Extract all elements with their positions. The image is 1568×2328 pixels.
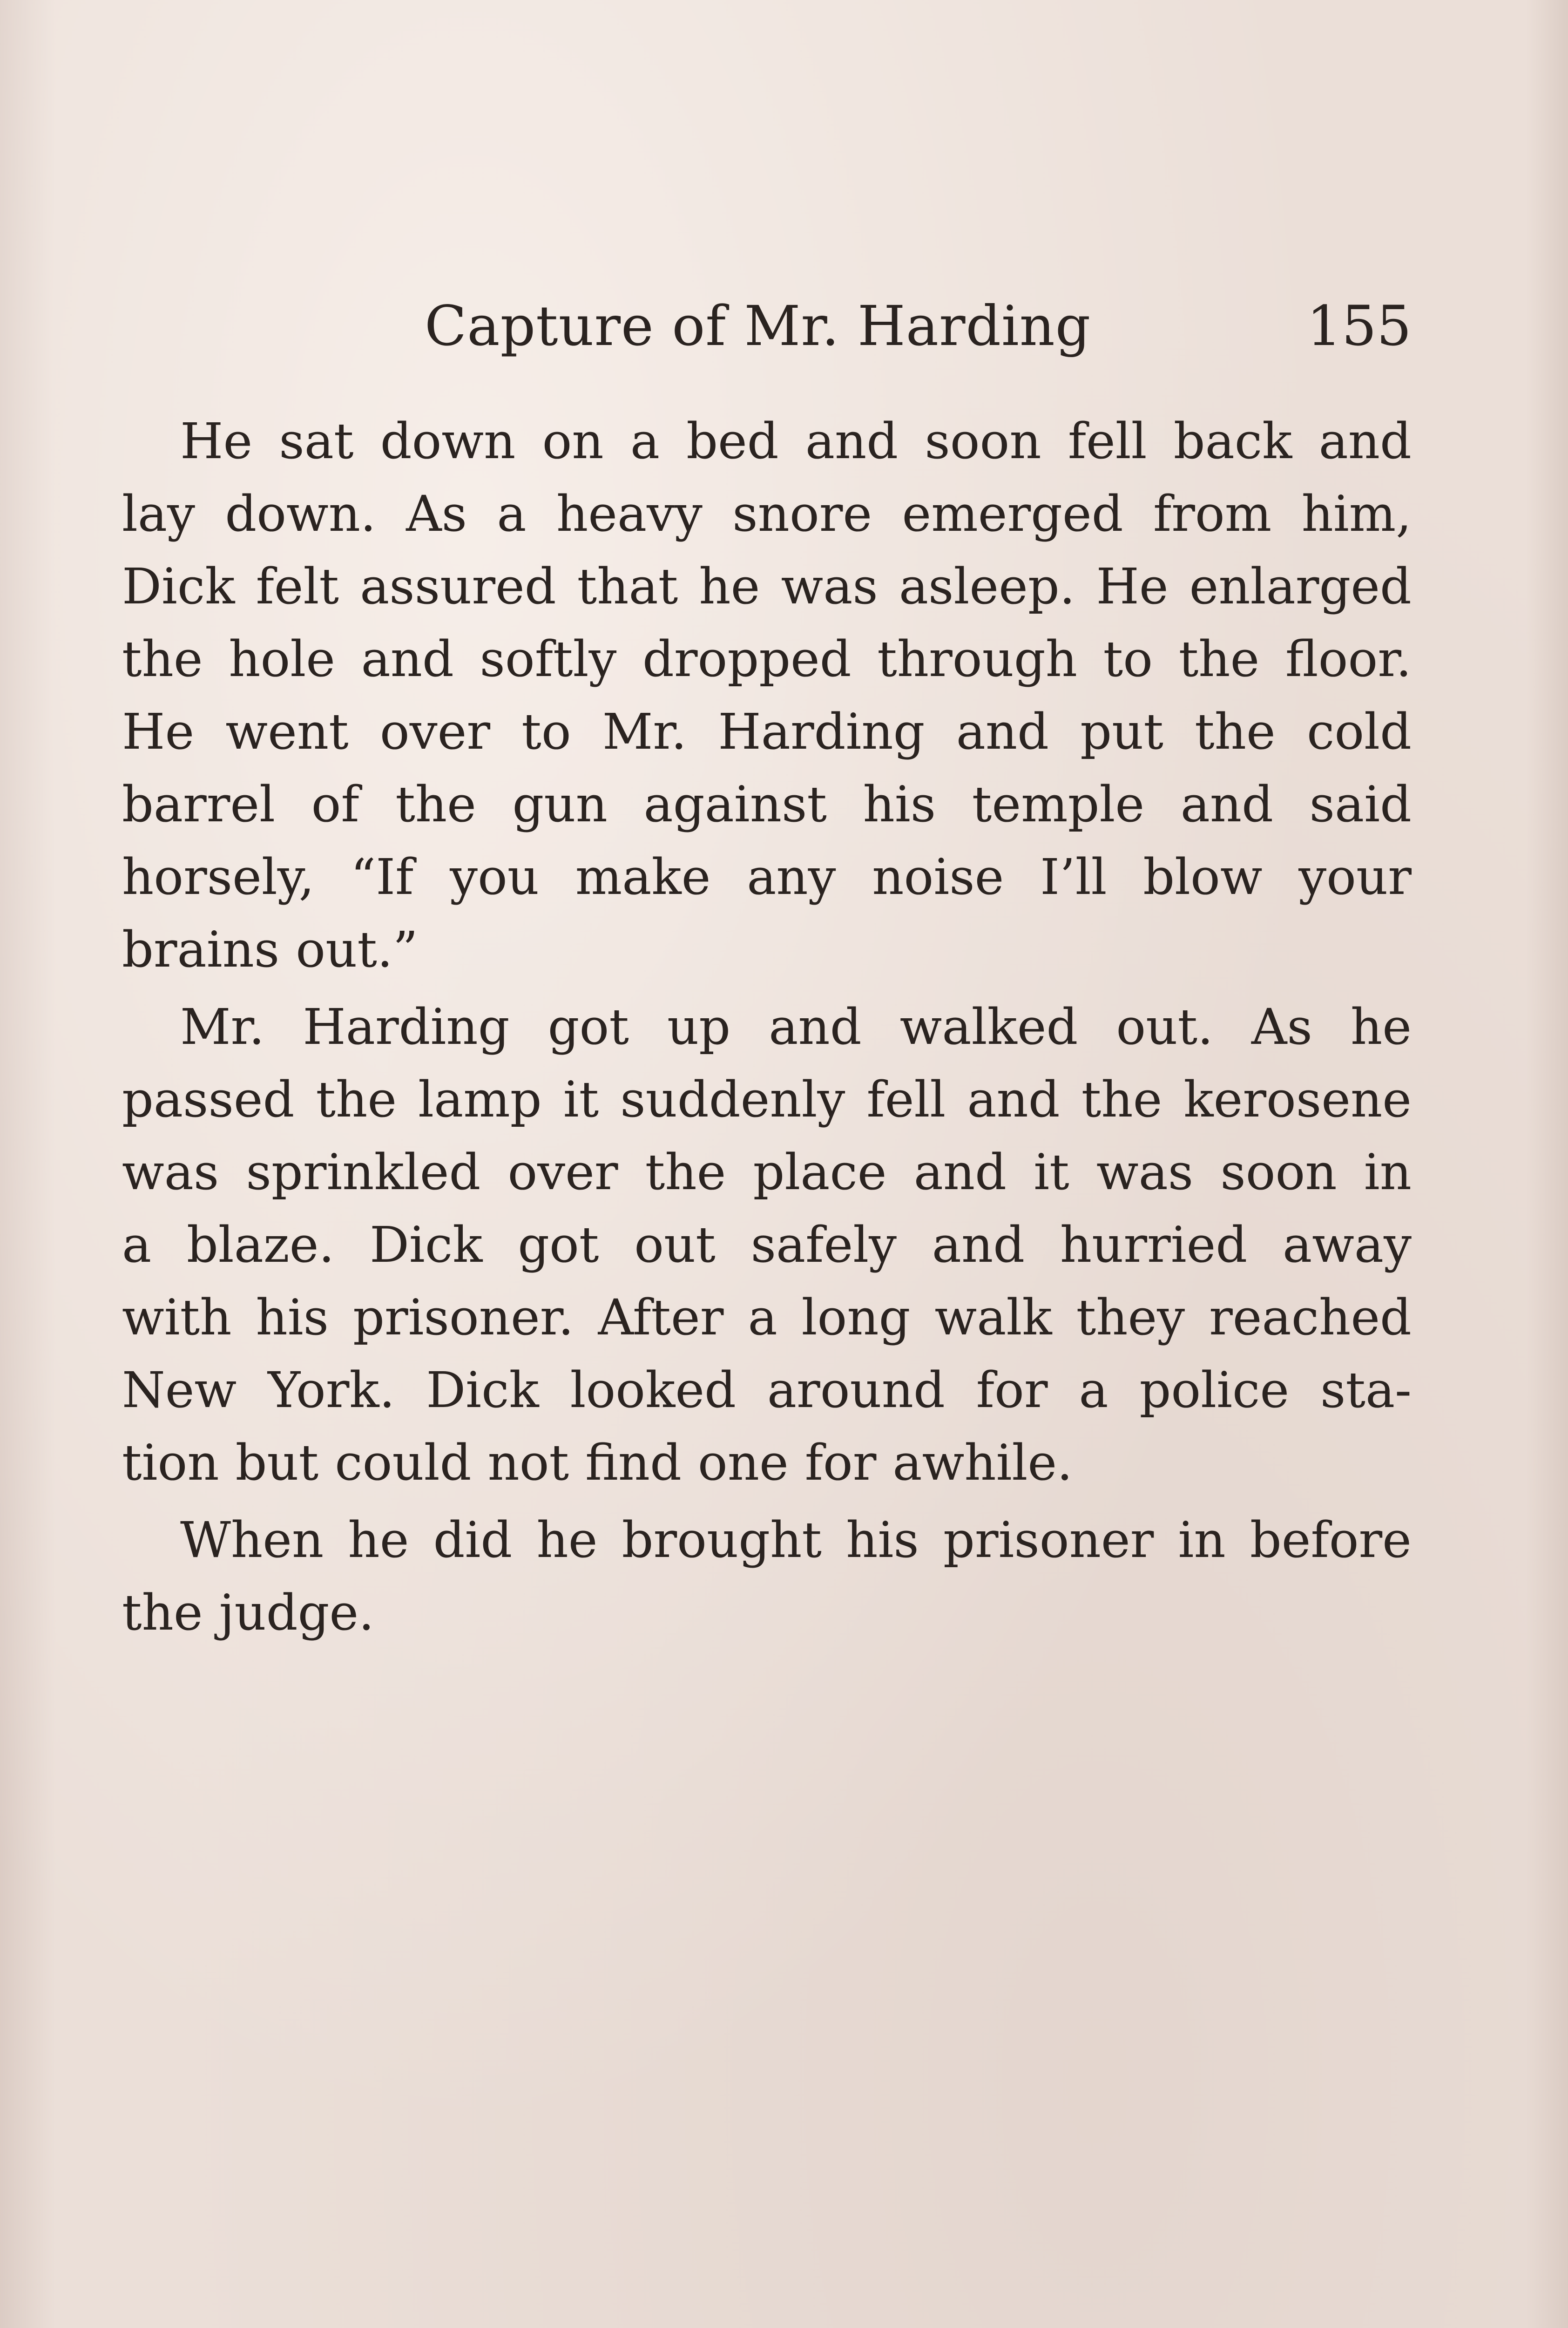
running-head [122, 291, 1412, 361]
text-line: He sat down on a bed and soon fell back and [180, 413, 1412, 470]
text-line: passed the lamp it suddenly fell and the kerosene [122, 1071, 1412, 1128]
text-line: was sprinkled over the place and it was soon in [122, 1144, 1412, 1201]
text-line: barrel of the gun against his temple and said [122, 776, 1412, 833]
text-line: the hole and softly dropped through to the floor. [122, 630, 1412, 688]
text-line: lay down. As a heavy snore emerged from him, [122, 485, 1412, 542]
text-line: the judge. [122, 1584, 374, 1641]
text-line: a blaze. Dick got out safely and hurried away [122, 1216, 1412, 1273]
text-line: brains out.” [122, 921, 418, 978]
page-number: 155 [1306, 294, 1412, 358]
text-line: horsely, “If you make any noise I’ll blow your [122, 848, 1412, 906]
text-line: New York. Dick looked around for a police sta- [122, 1361, 1412, 1419]
chapter-title: Capture of Mr. Harding [425, 294, 1091, 358]
text-line: He went over to Mr. Harding and put the cold [122, 703, 1412, 760]
text-line: tion but could not find one for awhile. [122, 1434, 1073, 1491]
paragraph [122, 991, 1412, 1499]
body-text [122, 405, 1412, 1654]
text-line: When he did he brought his prisoner in before [180, 1511, 1412, 1569]
paragraph [122, 405, 1412, 986]
text-line: Mr. Harding got up and walked out. As he [180, 998, 1412, 1056]
text-line: with his prisoner. After a long walk they reached [122, 1289, 1412, 1346]
text-line: Dick felt assured that he was asleep. He enlarged [122, 558, 1412, 615]
paragraph [122, 1504, 1412, 1649]
